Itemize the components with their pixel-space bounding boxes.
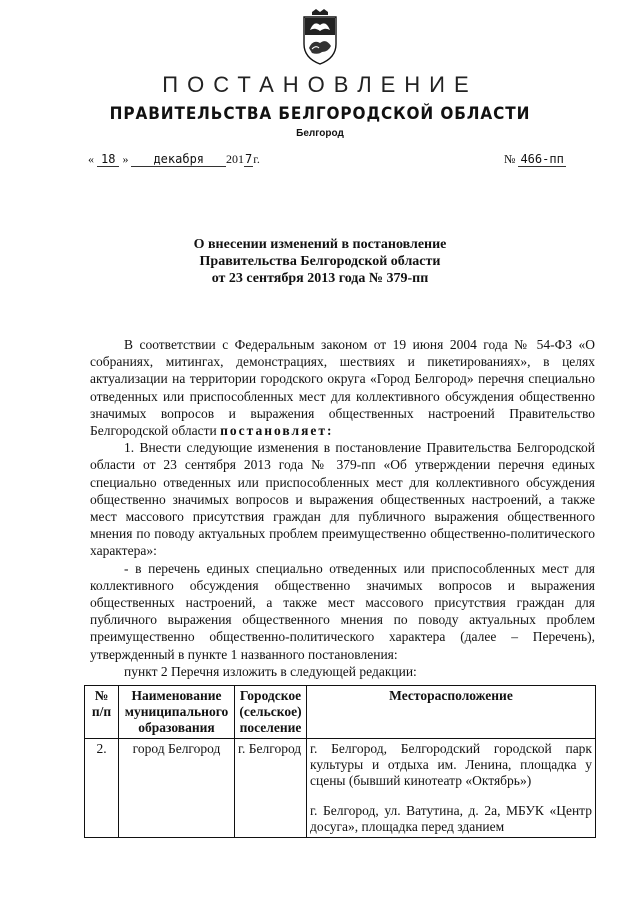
header-location: Месторасположение	[307, 686, 596, 739]
cell-settlement: г. Белгород	[235, 739, 307, 838]
date-year-suffix: г.	[253, 152, 260, 166]
header-num: № п/п	[85, 686, 119, 739]
number-value: 466-пп	[520, 152, 564, 166]
cell-num: 2.	[85, 739, 119, 838]
header-municipality: Наименование муниципального образования	[119, 686, 235, 739]
location-entry-1: г. Белгород, Белгородский городской парк культуры и отдыха им. Ленина, площадка у сцены (бывший кинотеатр «Октябрь»)	[310, 741, 592, 788]
coat-of-arms-emblem	[298, 8, 342, 66]
table-header-row	[85, 686, 596, 739]
table-row	[85, 739, 596, 838]
cell-municipality: город Белгород	[119, 739, 235, 838]
body-paragraph-2: 1. Внести следующие изменения в постановление Правительства Белгородской области от 23 сентября 2013 года № 379-пп «Об утверждении перечня единых специально отведенных или приспособленных мест для коллективного обсуждения общественно значимых вопросов и выражения общественных настроений, а также мест массового присутствия граждан для публичного выражения общественного мнения по поводу актуальных проблем преимущественно общественно-политического характера»:	[90, 440, 595, 559]
location-entry-2: г. Белгород, ул. Ватутина, д. 2а, МБУК «Центр досуга», площадка перед зданием	[310, 803, 592, 834]
document-subject	[0, 236, 640, 287]
date-year-digit: 7	[245, 152, 253, 166]
decree-word: постановляет:	[220, 423, 334, 439]
location-spacer	[310, 789, 592, 803]
issuing-authority-title: ПРАВИТЕЛЬСТВА БЕЛГОРОДСКОЙ ОБЛАСТИ	[109, 104, 531, 124]
document-body	[90, 336, 595, 680]
document-number	[504, 152, 566, 167]
number-label: №	[504, 152, 516, 166]
locations-table	[84, 685, 596, 838]
date-day: 18	[97, 152, 119, 167]
body-paragraph-1	[90, 336, 595, 439]
body-paragraph-4: пункт 2 Перечня изложить в следующей редакции:	[124, 663, 417, 679]
header-settlement: Городское (сельское) поселение	[235, 686, 307, 739]
preamble-text: В соответствии с Федеральным законом от 19 июня 2004 года № 54-ФЗ «О собраниях, митингах, демонстрациях, шествиях и пикетированиях», в целях актуализации на территории городского округа «Город Белгород» перечня специально отведенных или приспособленных мест для коллективного обсуждения общественно значимых вопросов и выражения общественных настроений Правительство Белгородской области	[90, 337, 595, 439]
subject-line-3: от 23 сентября 2013 года № 379-пп	[211, 271, 429, 286]
date-quote-close: »	[122, 152, 129, 166]
city-label: Белгород	[296, 128, 344, 139]
date-quote-open: «	[88, 152, 94, 166]
document-type-title: ПОСТАНОВЛЕНИЕ	[162, 72, 478, 97]
subject-line-1: О внесении изменений в постановление	[193, 237, 447, 252]
body-paragraph-3: - в перечень единых специально отведенных или приспособленных мест для коллективного обсуждения общественно значимых вопросов и выражения общественных настроений, а также мест массового присутствия граждан для публичного выражения общественного мнения по поводу актуальных проблем преимущественно общественно-политического характера (далее – Перечень), утвержденный в пункте 1 названного постановления:	[90, 560, 595, 662]
date-month: декабря	[131, 152, 226, 167]
subject-line-2: Правительства Белгородской области	[199, 254, 441, 269]
document-date	[88, 152, 260, 167]
cell-location	[307, 739, 596, 838]
date-year-prefix: 201	[226, 152, 245, 166]
